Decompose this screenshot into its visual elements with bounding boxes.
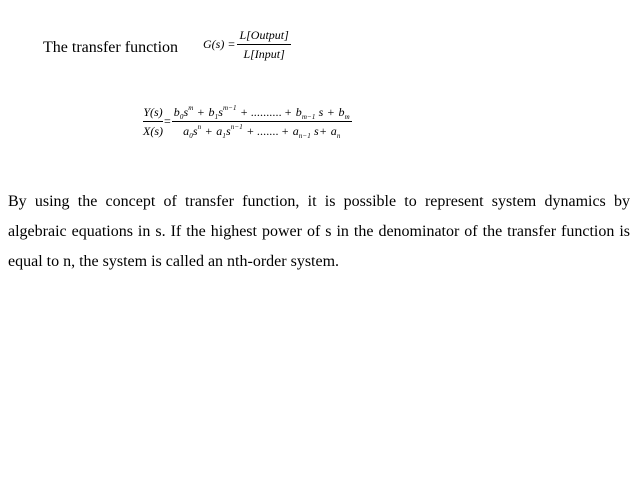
polynomial-fraction bbox=[172, 105, 352, 138]
laplace-fraction bbox=[237, 28, 290, 61]
body-paragraph: By using the concept of transfer function, it is possible to represent system dynamics by algebraic equations in s. If the highest power of s in the denominator of the transfer function is equal to n, the system is called an nth-order system. bbox=[8, 193, 630, 270]
heading-text: The transfer function bbox=[43, 39, 179, 56]
fraction-denominator: L[Input] bbox=[243, 47, 285, 61]
polynomial-numerator: $b_0s^m + b_1s^{m-1}$ + .......... + $b_{m-1}$ $s + b_m$ bbox=[173, 104, 350, 121]
equals-sign: = bbox=[164, 114, 171, 128]
transfer-function-polynomial bbox=[143, 105, 352, 138]
ratio-numerator: Y(s) bbox=[143, 105, 162, 122]
ratio-denominator: X(s) bbox=[143, 124, 163, 138]
transfer-function-definition bbox=[203, 28, 291, 61]
output-input-ratio bbox=[143, 105, 163, 138]
equation-lhs: G(s) = bbox=[203, 37, 236, 51]
polynomial-denominator: $a_0s^n + a_1s^{n-1}$ + ....... + $a_{n-1}$ $s+ a_n$ bbox=[183, 123, 341, 140]
fraction-numerator: L[Output] bbox=[237, 28, 290, 45]
